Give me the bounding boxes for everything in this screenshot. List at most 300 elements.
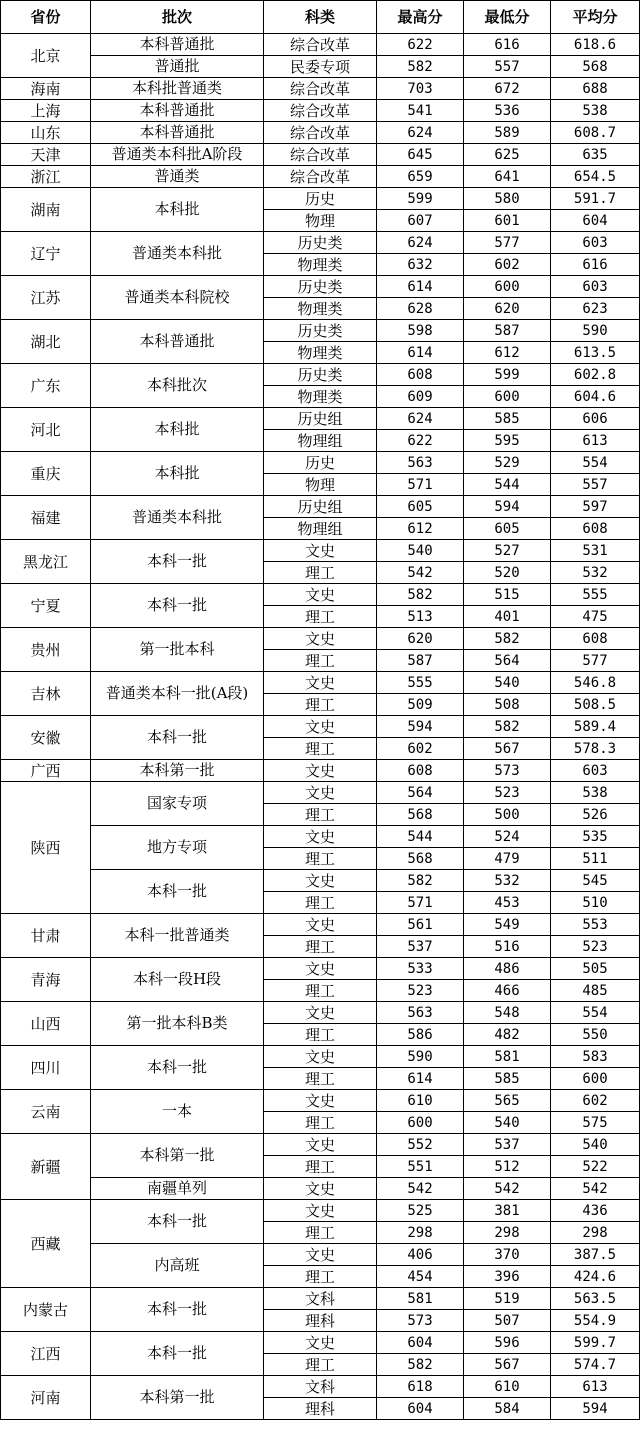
avg-score-cell: 603 <box>551 276 640 298</box>
subject-cell: 物理 <box>264 210 377 232</box>
batch-cell: 普通类本科批A阶段 <box>91 144 264 166</box>
avg-score-cell: 436 <box>551 1200 640 1222</box>
subject-cell: 文史 <box>264 1244 377 1266</box>
table-row <box>1 540 640 562</box>
max-score-cell: 509 <box>377 694 464 716</box>
subject-cell: 物理组 <box>264 430 377 452</box>
avg-score-cell: 597 <box>551 496 640 518</box>
province-cell: 贵州 <box>1 628 91 672</box>
avg-score-cell: 540 <box>551 1134 640 1156</box>
max-score-cell: 541 <box>377 100 464 122</box>
batch-cell: 本科普通批 <box>91 100 264 122</box>
subject-cell: 理工 <box>264 980 377 1002</box>
subject-cell: 历史 <box>264 188 377 210</box>
subject-cell: 文史 <box>264 1090 377 1112</box>
province-cell: 河北 <box>1 408 91 452</box>
min-score-cell: 564 <box>464 650 551 672</box>
min-score-cell: 453 <box>464 892 551 914</box>
min-score-cell: 540 <box>464 1112 551 1134</box>
max-score-cell: 614 <box>377 276 464 298</box>
batch-cell: 本科普通批 <box>91 34 264 56</box>
max-score-cell: 614 <box>377 1068 464 1090</box>
subject-cell: 文史 <box>264 826 377 848</box>
avg-score-cell: 532 <box>551 562 640 584</box>
max-score-cell: 586 <box>377 1024 464 1046</box>
avg-score-cell: 563.5 <box>551 1288 640 1310</box>
min-score-cell: 616 <box>464 34 551 56</box>
batch-cell: 本科一批 <box>91 1288 264 1332</box>
batch-cell: 普通类本科批 <box>91 496 264 540</box>
max-score-cell: 555 <box>377 672 464 694</box>
max-score-cell: 563 <box>377 1002 464 1024</box>
province-cell: 海南 <box>1 78 91 100</box>
min-score-cell: 605 <box>464 518 551 540</box>
batch-cell: 本科批普通类 <box>91 78 264 100</box>
subject-cell: 历史 <box>264 452 377 474</box>
batch-cell: 一本 <box>91 1090 264 1134</box>
subject-cell: 文史 <box>264 782 377 804</box>
min-score-cell: 577 <box>464 232 551 254</box>
max-score-cell: 604 <box>377 1398 464 1420</box>
min-score-cell: 516 <box>464 936 551 958</box>
avg-score-cell: 550 <box>551 1024 640 1046</box>
min-score-cell: 524 <box>464 826 551 848</box>
avg-score-cell: 603 <box>551 232 640 254</box>
avg-score-cell: 608 <box>551 518 640 540</box>
table-row <box>1 1134 640 1156</box>
batch-cell: 普通类 <box>91 166 264 188</box>
max-score-cell: 618 <box>377 1376 464 1398</box>
table-row <box>1 1244 640 1266</box>
min-score-cell: 536 <box>464 100 551 122</box>
min-score-cell: 486 <box>464 958 551 980</box>
max-score-cell: 573 <box>377 1310 464 1332</box>
header-row <box>1 1 640 34</box>
min-score-cell: 401 <box>464 606 551 628</box>
avg-score-cell: 545 <box>551 870 640 892</box>
max-score-cell: 523 <box>377 980 464 1002</box>
min-score-cell: 587 <box>464 320 551 342</box>
subject-cell: 文科 <box>264 1288 377 1310</box>
table-row <box>1 122 640 144</box>
province-cell: 云南 <box>1 1090 91 1134</box>
province-cell: 新疆 <box>1 1134 91 1200</box>
max-score-cell: 513 <box>377 606 464 628</box>
table-row <box>1 914 640 936</box>
max-score-cell: 594 <box>377 716 464 738</box>
table-row <box>1 1200 640 1222</box>
min-score-cell: 582 <box>464 716 551 738</box>
avg-score-cell: 511 <box>551 848 640 870</box>
min-score-cell: 620 <box>464 298 551 320</box>
table-row <box>1 760 640 782</box>
table-body <box>1 34 640 1420</box>
batch-cell: 本科一批 <box>91 1200 264 1244</box>
subject-cell: 文史 <box>264 1200 377 1222</box>
max-score-cell: 614 <box>377 342 464 364</box>
batch-cell: 本科批 <box>91 408 264 452</box>
avg-score-cell: 531 <box>551 540 640 562</box>
max-score-cell: 582 <box>377 1354 464 1376</box>
min-score-cell: 507 <box>464 1310 551 1332</box>
subject-cell: 历史组 <box>264 496 377 518</box>
province-cell: 广西 <box>1 760 91 782</box>
max-score-cell: 298 <box>377 1222 464 1244</box>
max-score-cell: 542 <box>377 1178 464 1200</box>
subject-cell: 文史 <box>264 540 377 562</box>
avg-score-cell: 542 <box>551 1178 640 1200</box>
province-cell: 吉林 <box>1 672 91 716</box>
table-row <box>1 78 640 100</box>
max-score-cell: 568 <box>377 848 464 870</box>
avg-score-cell: 583 <box>551 1046 640 1068</box>
max-score-cell: 525 <box>377 1200 464 1222</box>
max-score-cell: 581 <box>377 1288 464 1310</box>
min-score-cell: 544 <box>464 474 551 496</box>
max-score-cell: 454 <box>377 1266 464 1288</box>
batch-cell: 南疆单列 <box>91 1178 264 1200</box>
avg-score-cell: 602 <box>551 1090 640 1112</box>
subject-cell: 理工 <box>264 562 377 584</box>
max-score-cell: 609 <box>377 386 464 408</box>
header-subject: 科类 <box>264 1 377 34</box>
max-score-cell: 610 <box>377 1090 464 1112</box>
max-score-cell: 624 <box>377 232 464 254</box>
avg-score-cell: 526 <box>551 804 640 826</box>
min-score-cell: 519 <box>464 1288 551 1310</box>
min-score-cell: 515 <box>464 584 551 606</box>
header-avg-score: 平均分 <box>551 1 640 34</box>
avg-score-cell: 553 <box>551 914 640 936</box>
max-score-cell: 568 <box>377 804 464 826</box>
max-score-cell: 582 <box>377 870 464 892</box>
min-score-cell: 549 <box>464 914 551 936</box>
subject-cell: 理工 <box>264 804 377 826</box>
max-score-cell: 563 <box>377 452 464 474</box>
batch-cell: 普通类本科一批(A段) <box>91 672 264 716</box>
table-row <box>1 452 640 474</box>
province-cell: 四川 <box>1 1046 91 1090</box>
avg-score-cell: 599.7 <box>551 1332 640 1354</box>
subject-cell: 理工 <box>264 1354 377 1376</box>
min-score-cell: 567 <box>464 1354 551 1376</box>
province-cell: 宁夏 <box>1 584 91 628</box>
avg-score-cell: 616 <box>551 254 640 276</box>
max-score-cell: 561 <box>377 914 464 936</box>
table-row <box>1 1332 640 1354</box>
batch-cell: 第一批本科 <box>91 628 264 672</box>
avg-score-cell: 608 <box>551 628 640 650</box>
subject-cell: 文史 <box>264 716 377 738</box>
table-row <box>1 1002 640 1024</box>
min-score-cell: 602 <box>464 254 551 276</box>
table-row <box>1 320 640 342</box>
subject-cell: 文史 <box>264 1002 377 1024</box>
min-score-cell: 532 <box>464 870 551 892</box>
province-cell: 江苏 <box>1 276 91 320</box>
subject-cell: 理工 <box>264 606 377 628</box>
min-score-cell: 585 <box>464 408 551 430</box>
subject-cell: 历史类 <box>264 364 377 386</box>
table-row <box>1 144 640 166</box>
max-score-cell: 605 <box>377 496 464 518</box>
table-row <box>1 100 640 122</box>
subject-cell: 文史 <box>264 1178 377 1200</box>
subject-cell: 理科 <box>264 1310 377 1332</box>
province-cell: 浙江 <box>1 166 91 188</box>
batch-cell: 本科普通批 <box>91 320 264 364</box>
subject-cell: 物理组 <box>264 518 377 540</box>
min-score-cell: 599 <box>464 364 551 386</box>
subject-cell: 理工 <box>264 1068 377 1090</box>
avg-score-cell: 606 <box>551 408 640 430</box>
max-score-cell: 612 <box>377 518 464 540</box>
min-score-cell: 625 <box>464 144 551 166</box>
min-score-cell: 585 <box>464 1068 551 1090</box>
max-score-cell: 551 <box>377 1156 464 1178</box>
avg-score-cell: 613.5 <box>551 342 640 364</box>
subject-cell: 理工 <box>264 1024 377 1046</box>
table-row <box>1 166 640 188</box>
min-score-cell: 596 <box>464 1332 551 1354</box>
max-score-cell: 599 <box>377 188 464 210</box>
max-score-cell: 540 <box>377 540 464 562</box>
min-score-cell: 567 <box>464 738 551 760</box>
min-score-cell: 600 <box>464 386 551 408</box>
avg-score-cell: 589.4 <box>551 716 640 738</box>
avg-score-cell: 554 <box>551 452 640 474</box>
table-row <box>1 1288 640 1310</box>
avg-score-cell: 538 <box>551 782 640 804</box>
min-score-cell: 548 <box>464 1002 551 1024</box>
subject-cell: 理工 <box>264 1266 377 1288</box>
min-score-cell: 527 <box>464 540 551 562</box>
batch-cell: 本科一批 <box>91 584 264 628</box>
batch-cell: 本科一批 <box>91 1332 264 1376</box>
avg-score-cell: 424.6 <box>551 1266 640 1288</box>
avg-score-cell: 654.5 <box>551 166 640 188</box>
avg-score-cell: 568 <box>551 56 640 78</box>
subject-cell: 综合改革 <box>264 100 377 122</box>
subject-cell: 文史 <box>264 760 377 782</box>
batch-cell: 普通类本科院校 <box>91 276 264 320</box>
min-score-cell: 580 <box>464 188 551 210</box>
subject-cell: 理工 <box>264 1222 377 1244</box>
max-score-cell: 645 <box>377 144 464 166</box>
avg-score-cell: 623 <box>551 298 640 320</box>
min-score-cell: 542 <box>464 1178 551 1200</box>
province-cell: 西藏 <box>1 1200 91 1288</box>
table-row <box>1 628 640 650</box>
table-row <box>1 1046 640 1068</box>
table-row <box>1 364 640 386</box>
max-score-cell: 587 <box>377 650 464 672</box>
table-row <box>1 870 640 892</box>
table-row <box>1 716 640 738</box>
avg-score-cell: 590 <box>551 320 640 342</box>
batch-cell: 内高班 <box>91 1244 264 1288</box>
avg-score-cell: 522 <box>551 1156 640 1178</box>
avg-score-cell: 618.6 <box>551 34 640 56</box>
subject-cell: 物理类 <box>264 254 377 276</box>
subject-cell: 物理 <box>264 474 377 496</box>
table-row <box>1 1178 640 1200</box>
batch-cell: 本科一批 <box>91 716 264 760</box>
subject-cell: 文史 <box>264 628 377 650</box>
avg-score-cell: 600 <box>551 1068 640 1090</box>
avg-score-cell: 535 <box>551 826 640 848</box>
min-score-cell: 520 <box>464 562 551 584</box>
province-cell: 甘肃 <box>1 914 91 958</box>
min-score-cell: 641 <box>464 166 551 188</box>
max-score-cell: 544 <box>377 826 464 848</box>
batch-cell: 本科一批 <box>91 1046 264 1090</box>
avg-score-cell: 508.5 <box>551 694 640 716</box>
max-score-cell: 624 <box>377 408 464 430</box>
subject-cell: 理工 <box>264 738 377 760</box>
header-batch: 批次 <box>91 1 264 34</box>
batch-cell: 本科批 <box>91 452 264 496</box>
min-score-cell: 540 <box>464 672 551 694</box>
province-cell: 河南 <box>1 1376 91 1420</box>
min-score-cell: 584 <box>464 1398 551 1420</box>
avg-score-cell: 575 <box>551 1112 640 1134</box>
subject-cell: 文史 <box>264 584 377 606</box>
max-score-cell: 624 <box>377 122 464 144</box>
avg-score-cell: 613 <box>551 430 640 452</box>
header-min-score: 最低分 <box>464 1 551 34</box>
province-cell: 陕西 <box>1 782 91 914</box>
batch-cell: 国家专项 <box>91 782 264 826</box>
table-row <box>1 958 640 980</box>
subject-cell: 综合改革 <box>264 144 377 166</box>
subject-cell: 理工 <box>264 848 377 870</box>
table-row <box>1 1376 640 1398</box>
max-score-cell: 628 <box>377 298 464 320</box>
province-cell: 辽宁 <box>1 232 91 276</box>
min-score-cell: 582 <box>464 628 551 650</box>
province-cell: 湖南 <box>1 188 91 232</box>
subject-cell: 理工 <box>264 1156 377 1178</box>
max-score-cell: 542 <box>377 562 464 584</box>
min-score-cell: 672 <box>464 78 551 100</box>
subject-cell: 物理类 <box>264 298 377 320</box>
avg-score-cell: 578.3 <box>551 738 640 760</box>
subject-cell: 文史 <box>264 958 377 980</box>
subject-cell: 文史 <box>264 1134 377 1156</box>
min-score-cell: 381 <box>464 1200 551 1222</box>
table-row <box>1 782 640 804</box>
avg-score-cell: 554 <box>551 1002 640 1024</box>
subject-cell: 历史类 <box>264 276 377 298</box>
table-row <box>1 188 640 210</box>
max-score-cell: 600 <box>377 1112 464 1134</box>
min-score-cell: 537 <box>464 1134 551 1156</box>
subject-cell: 历史类 <box>264 232 377 254</box>
min-score-cell: 594 <box>464 496 551 518</box>
avg-score-cell: 604 <box>551 210 640 232</box>
subject-cell: 物理类 <box>264 342 377 364</box>
province-cell: 福建 <box>1 496 91 540</box>
min-score-cell: 466 <box>464 980 551 1002</box>
subject-cell: 理工 <box>264 936 377 958</box>
province-cell: 湖北 <box>1 320 91 364</box>
avg-score-cell: 591.7 <box>551 188 640 210</box>
avg-score-cell: 538 <box>551 100 640 122</box>
province-cell: 江西 <box>1 1332 91 1376</box>
subject-cell: 综合改革 <box>264 78 377 100</box>
max-score-cell: 632 <box>377 254 464 276</box>
subject-cell: 文史 <box>264 1332 377 1354</box>
min-score-cell: 482 <box>464 1024 551 1046</box>
max-score-cell: 598 <box>377 320 464 342</box>
min-score-cell: 529 <box>464 452 551 474</box>
batch-cell: 本科一批 <box>91 870 264 914</box>
max-score-cell: 607 <box>377 210 464 232</box>
subject-cell: 理科 <box>264 1398 377 1420</box>
province-cell: 山东 <box>1 122 91 144</box>
province-cell: 天津 <box>1 144 91 166</box>
max-score-cell: 406 <box>377 1244 464 1266</box>
table-row <box>1 408 640 430</box>
avg-score-cell: 594 <box>551 1398 640 1420</box>
avg-score-cell: 603 <box>551 760 640 782</box>
subject-cell: 历史类 <box>264 320 377 342</box>
max-score-cell: 622 <box>377 34 464 56</box>
subject-cell: 民委专项 <box>264 56 377 78</box>
max-score-cell: 608 <box>377 364 464 386</box>
max-score-cell: 533 <box>377 958 464 980</box>
avg-score-cell: 510 <box>551 892 640 914</box>
subject-cell: 物理类 <box>264 386 377 408</box>
table-row <box>1 672 640 694</box>
province-cell: 重庆 <box>1 452 91 496</box>
min-score-cell: 500 <box>464 804 551 826</box>
min-score-cell: 512 <box>464 1156 551 1178</box>
avg-score-cell: 554.9 <box>551 1310 640 1332</box>
avg-score-cell: 523 <box>551 936 640 958</box>
header-max-score: 最高分 <box>377 1 464 34</box>
subject-cell: 理工 <box>264 650 377 672</box>
max-score-cell: 604 <box>377 1332 464 1354</box>
max-score-cell: 703 <box>377 78 464 100</box>
min-score-cell: 600 <box>464 276 551 298</box>
avg-score-cell: 387.5 <box>551 1244 640 1266</box>
batch-cell: 普通批 <box>91 56 264 78</box>
avg-score-cell: 475 <box>551 606 640 628</box>
avg-score-cell: 485 <box>551 980 640 1002</box>
avg-score-cell: 574.7 <box>551 1354 640 1376</box>
max-score-cell: 620 <box>377 628 464 650</box>
subject-cell: 综合改革 <box>264 34 377 56</box>
max-score-cell: 582 <box>377 584 464 606</box>
subject-cell: 理工 <box>264 694 377 716</box>
subject-cell: 文史 <box>264 1046 377 1068</box>
min-score-cell: 523 <box>464 782 551 804</box>
table-row <box>1 232 640 254</box>
avg-score-cell: 613 <box>551 1376 640 1398</box>
batch-cell: 本科第一批 <box>91 1376 264 1420</box>
subject-cell: 综合改革 <box>264 166 377 188</box>
max-score-cell: 582 <box>377 56 464 78</box>
subject-cell: 文史 <box>264 914 377 936</box>
avg-score-cell: 505 <box>551 958 640 980</box>
province-cell: 安徽 <box>1 716 91 760</box>
avg-score-cell: 688 <box>551 78 640 100</box>
table-row <box>1 496 640 518</box>
batch-cell: 本科批 <box>91 188 264 232</box>
min-score-cell: 396 <box>464 1266 551 1288</box>
